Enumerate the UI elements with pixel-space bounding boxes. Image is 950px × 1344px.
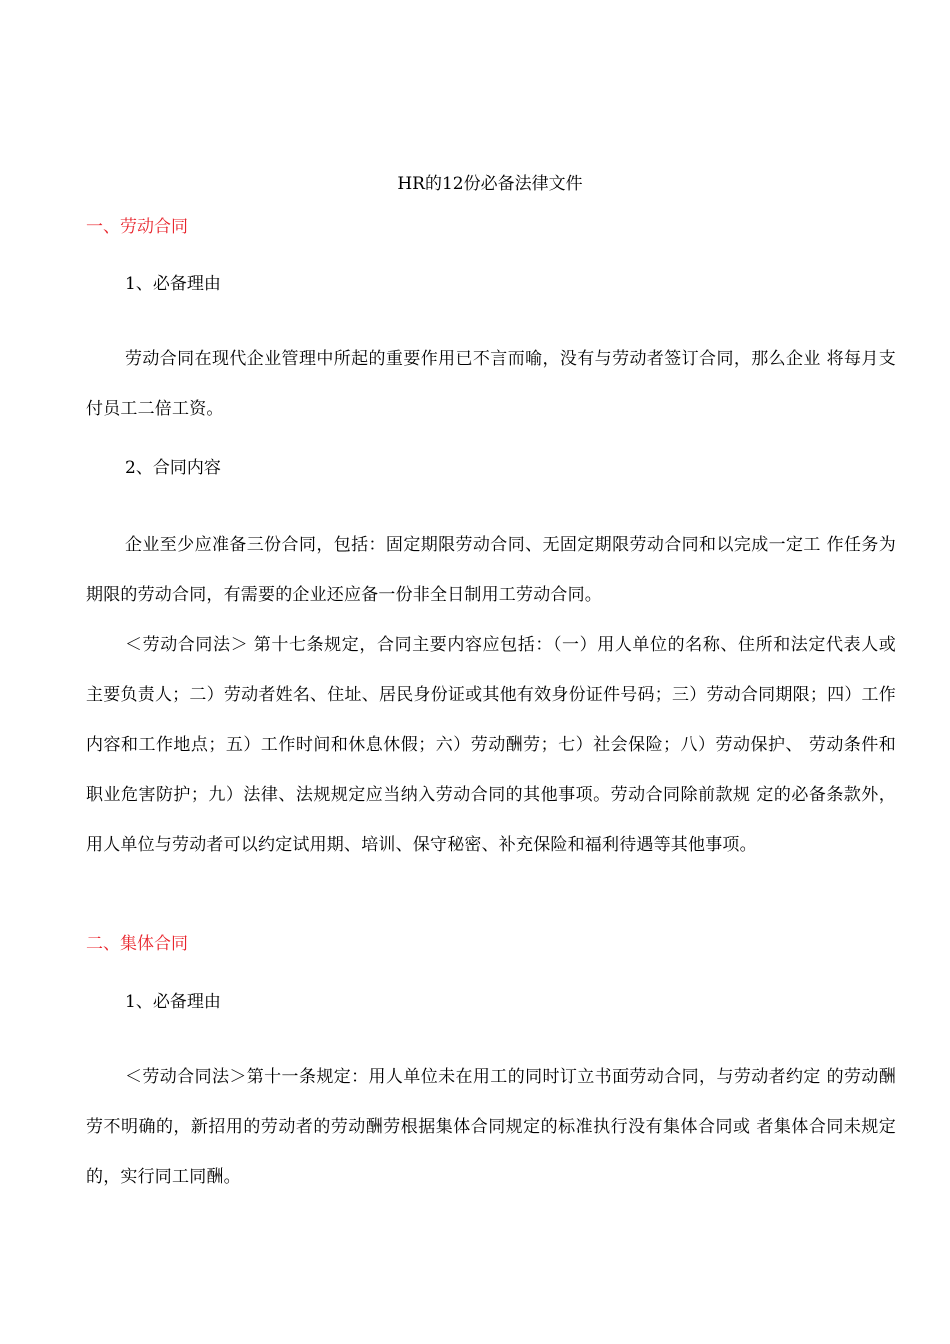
paragraph: 企业至少应准备三份合同，包括：固定期限劳动合同、无固定期限劳动合同和以完成一定工 作任务为期限的劳动合同，有需要的企业还应备一份非全日制用工劳动合同。 (86, 535, 896, 605)
paragraph: ＜劳动合同法＞第十一条规定：用人单位未在用工的同时订立书面劳动合同，与劳动者约定 的劳动酬劳不明确的，新招用的劳动者的劳动酬劳根据集体合同规定的标准执行没有集体合同或 者集体合同未规定的，实行同工同酬。 (86, 1067, 896, 1187)
document-title: HR的12份必备法律文件 (397, 174, 583, 194)
section-heading-labor-contract: 一、劳动合同 (86, 217, 188, 237)
section-heading-collective-contract: 二、集体合同 (86, 934, 188, 954)
subsection-heading-contract-content: 2、合同内容 (125, 458, 221, 478)
subsection-heading-necessity: 1、必备理由 (125, 992, 221, 1012)
subsection-heading-necessity: 1、必备理由 (125, 274, 221, 294)
paragraph: ＜劳动合同法＞ 第十七条规定，合同主要内容应包括：（一）用人单位的名称、住所和法定代表人或主要负责人；二）劳动者姓名、住址、居民身份证或其他有效身份证件号码；三）劳动合同期限；四）工作内容和工作地点；五）工作时间和休息休假；六）劳动酬劳；七）社会保险；八）劳动保护、 劳动条件和职业危害防护；九）法律、法规规定应当纳入劳动合同的其他事项。劳动合同除前款规 定的必备条款外，用人单位与劳动者可以约定试用期、培训、保守秘密、补充保险和福利待遇等其他事项。 (86, 635, 896, 855)
paragraph: 劳动合同在现代企业管理中所起的重要作用已不言而喻，没有与劳动者签订合同，那么企业 将每月支付员工二倍工资。 (86, 349, 896, 419)
